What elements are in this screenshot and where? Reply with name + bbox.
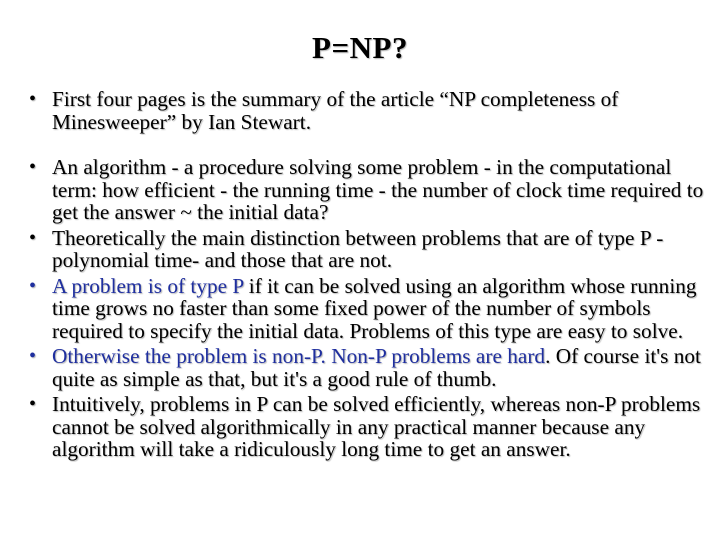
bullet-item (26, 227, 706, 272)
bullet-marker: • (29, 274, 37, 297)
bullet-text: . Of course it's not quite as simple as that, but it's a good rule of thumb. (52, 344, 701, 391)
bullet-item (26, 345, 706, 390)
bullet-marker: • (29, 345, 37, 367)
bullet-item (26, 156, 706, 224)
bullet-text: First four pages is the summary of the article “NP completeness of Minesweeper” by Ian Stewart. (52, 87, 619, 134)
bullet-item (26, 88, 706, 133)
bullet-marker: • (29, 156, 37, 178)
bullet-text: if it can be solved using an algorithm whose running time grows no faster than some fixed power of the number of symbols required to specify the initial data. Problems of this type are easy to solve. (52, 273, 697, 343)
bullet-text: An algorithm - a procedure solving some problem - in the computational term: how efficient - the running time - the number of clock time required to get the answer ~ the initial data? (52, 155, 704, 224)
bullet-text: Intuitively, problems in P can be solved efficiently, whereas non-P problems cannot be solved algorithmically in any practical manner because any algorithm will take a ridiculously long time to get an answer. (52, 392, 701, 461)
bullet-item (26, 393, 706, 461)
slide-title: P=NP? (312, 30, 408, 65)
bullet-marker: • (29, 226, 37, 249)
bullet-highlight-text: Otherwise the problem is non-P. Non-P problems are hard (52, 344, 546, 368)
bullet-text: Theoretically the main distinction between problems that are of type P - polynomial time- and those that are not. (52, 225, 664, 272)
bullet-item (26, 275, 706, 343)
bullet-marker: • (29, 88, 37, 110)
bullet-marker: • (29, 393, 37, 415)
bullet-list (26, 88, 706, 464)
bullet-highlight-text: A problem is of type P (52, 273, 244, 298)
